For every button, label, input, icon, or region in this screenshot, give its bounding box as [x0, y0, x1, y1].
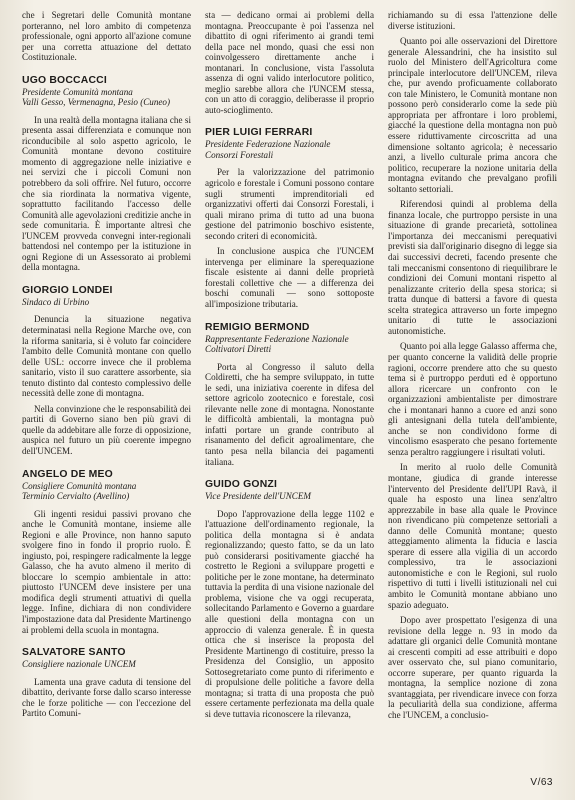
paragraph: Nella convinzione che le responsabilità dei partiti di Governo siano ben più gravi di quelle da addebitare alle forze di opposizione, auspica nel futuro un più coerente impegno dell'UNCEM.	[22, 403, 191, 456]
page-number: V/63	[530, 777, 553, 788]
speaker-role	[22, 481, 191, 502]
speaker-role	[205, 334, 374, 355]
paragraph: sta — dedicano ormai ai problemi della montagna. Preoccupante è poi l'assenza nel dibattito di ogni riferimento ai grandi temi della pace nel mondo, quasi che essi non coinvolgessero direttamente anche i montanari. In conclusione, vista l'assoluta assenza di ogni valido interlocutore politico, meglio sarebbe allora che l'UNCEM stessa, con un atto di coraggio, deliberasse il proprio auto-scioglimento.	[205, 10, 374, 115]
paragraph: che i Segretari delle Comunità montane porteranno, nel loro ambito di competenza professionale, ogni apporto all'azione comune per una corretta attuazione del dettato Costituzionale.	[22, 10, 191, 63]
paragraph: Dopo aver prospettato l'esigenza di una revisione della legge n. 93 in modo da adattare gli organici delle Comunità montane ai crescenti compiti ad esse attribuiti e dopo aver osservato che, sul piano comunitario, occorre superare, per quanto riguarda la montagna, la semplice nozione di zona svantaggiata, per rivendicare invece con forza la peculiarità della sua condizione, afferma che l'UNCEM, a conclusio-	[388, 615, 557, 720]
role-line: Presidente Federazione Nazionale	[205, 139, 331, 150]
speaker-name: ANGELO DE MEO	[22, 468, 113, 480]
speaker-role	[22, 297, 191, 308]
paragraph: Riferendosi quindi al problema della finanza locale, che purtroppo persiste in una situazione di grande precarietà, sottolinea l'importanza dei meccanismi perequativi previsti sia dall'originario disegno di legge sia dai successivi decreti, facendo presente che tali meccanismi consentono di riequilibrare le condizioni dei Comuni montani rispetto al penalizzante criterio della spesa storica; si tratta dunque di battersi a favore di questa scelta strategica attraverso un forte impegno unitario di tutte le associazioni autonomistiche.	[388, 199, 557, 336]
speaker-role	[22, 659, 191, 670]
speaker-name: UGO BOCCACCI	[22, 74, 107, 86]
text-columns	[22, 10, 557, 780]
role-line: Coltivatori Diretti	[205, 344, 272, 355]
speaker-role	[205, 491, 374, 502]
role-line: Presidente Comunità montana	[22, 86, 133, 97]
paragraph: Denuncia la situazione negativa determinatasi nella Regione Marche ove, con la riforma sanitaria, si è voluto far coincidere l'ambito delle Comunità montane con quello delle USL: occorre invece che il problema sanitario, visto il suo carattere assorbente, sia tenuto distinto dal contesto complessivo delle necessità delle zone di montagna.	[22, 314, 191, 399]
speaker-name: SALVATORE SANTO	[22, 647, 126, 659]
role-line: Vice Presidente dell'UNCEM	[205, 491, 311, 502]
role-line: Consigliere Comunità montana	[22, 480, 137, 491]
paragraph: Gli ingenti residui passivi provano che anche le Comunità montane, insieme alle Regioni e alle Province, non hanno saputo svolgere fino in fondo il proprio ruolo. È ingiusto, poi, respingere radicalmente la legge Galasso, che ha avuto almeno il merito di bloccare lo scempio ambientale in atto: piuttosto l'UNCEM deve insistere per una modifica degli strumenti attuativi di quella legge. Infine, dichiara di non condividere l'impostazione data dal Presidente Martinengo ai problemi della scuola in montagna.	[22, 508, 191, 635]
speaker-role	[205, 139, 374, 160]
paragraph: In merito al ruolo delle Comunità montane, giudica di grande interesse l'intervento del Presidente dell'UPI Ravà, il quale ha esposto una linea senz'altro apprezzabile in base alla quale le Province non rivendicano più competenze settoriali a danno delle Comunità montane; questo atteggiamento alimenta la fiducia e lascia sperare di essere alla vigilia di un accordo complessivo, tra le associazioni autonomistiche e con le Regioni, sul ruolo rispettivo di tutti i livelli istituzionali nel cui ambito le Comunità montane abbiano uno spazio adeguato.	[388, 462, 557, 610]
speaker-name: PIER LUIGI FERRARI	[205, 127, 313, 139]
paragraph: Dopo l'approvazione della legge 1102 e l'attuazione dell'ordinamento regionale, la politica della montagna si è andata regionalizzando; questo fatto, se da un lato può considerarsi positivamente giacché ha costretto le Regioni a sviluppare progetti e politiche per le zone montane, ha determinato tuttavia la perdita di una visione nazionale del problema, visione che va oggi recuperata, sollecitando Parlamento e Governo a guardare alle questioni della montagna con un approccio di valenza generale. È in questa ottica che si inserisce la proposta del Presidente Martinengo di costituire, presso la Presidenza del Consiglio, un apposito Sottosegretariato come punto di riferimento e di propulsione delle politiche a favore della montagna; si tratta di una proposta che può essere certamente perfezionata ma della quale si deve tuttavia riconoscere la rilevanza,	[205, 508, 374, 719]
column-3	[388, 10, 557, 780]
paragraph: richiamando su di essa l'attenzione delle diverse istituzioni.	[388, 10, 557, 31]
paragraph: Per la valorizzazione del patrimonio agricolo e forestale i Comuni possono contare sugli strumenti imprenditoriali ed organizzativi offerti dai Consorzi Forestali, i quali mirano prima di tutto ad una buona gestione del patrimonio boschivo esistente, secondo criteri di economicità.	[205, 167, 374, 241]
paragraph: Quanto poi alla legge Galasso afferma che, per quanto concerne la validità delle proprie ragioni, occorre prendere atto che su questo tema si è purtroppo perduti ed è opportuno allora ricercare un confronto con le organizzazioni ambientaliste per dimostrare che i montanari hanno a cuore ed anzi sono gli antesignani della tutela dell'ambiente, anche se non condividono forme di vincolismo esasperato che pesano fortemente senza peraltro raggiungere i risultati voluti.	[388, 341, 557, 457]
role-line: Valli Gesso, Vermenagna, Pesio (Cuneo)	[22, 97, 171, 108]
column-1	[22, 10, 191, 780]
paragraph: Porta al Congresso il saluto della Coldiretti, che ha sempre sviluppato, in tutte le sedi, una iniziativa coerente in difesa del settore agricolo zootecnico e forestale, così rilevante nelle zone di montagna. Nonostante le difficoltà ambientali, la montagna può infatti portare un grande contributo al risanamento del deficit agroalimentare, che tanto pesa nella bilancia dei pagamenti italiana.	[205, 361, 374, 467]
role-line: Sindaco di Urbino	[22, 296, 90, 307]
paragraph: Lamenta una grave caduta di tensione del dibattito, derivante forse dallo scarso interesse che le forze politiche — con l'eccezione del Partito Comuni-	[22, 676, 191, 719]
role-line: Rappresentante Federazione Nazionale	[205, 333, 349, 344]
speaker-name: REMIGIO BERMOND	[205, 321, 310, 333]
paragraph: In conclusione auspica che l'UNCEM intervenga per eliminare la sperequazione fiscale esistente ai danni delle proprietà forestali collettive che — a differenza dei boschi comunali — sono sottoposte all'imposizione tributaria.	[205, 246, 374, 310]
column-2	[205, 10, 374, 780]
speaker-name: GIORGIO LONDEI	[22, 284, 113, 296]
role-line: Consigliere nazionale UNCEM	[22, 659, 136, 670]
speaker-name: GUIDO GONZI	[205, 479, 278, 491]
speaker-role	[22, 87, 191, 108]
paragraph: Quanto poi alle osservazioni del Direttore generale Alessandrini, che ha insistito sul ruolo del Ministero dell'Agricoltura come principale interlocutore dell'UNCEM, rileva che, pur avendo proficuamente collaborato con tale Ministero, le Comunità montane non possono però considerarlo come la sede più appropriata per affrontare i loro problemi, giacché la questione della montagna non può essere riduttivamente circoscritta ad una dimensione soltanto agricola; è necessario anzi, a livello culturale prima ancora che politico, recuperare la nozione unitaria della montagna evitando che prevalgano profili soltanto settoriali.	[388, 36, 557, 194]
paragraph: In una realtà della montagna italiana che si presenta assai differenziata e comunque non riconducibile al solo aspetto agricolo, le Comunità montane devono costituire momento di aggregazione nelle iniziative e nei servizi che i piccoli Comuni non potrebbero da soli offrire. Nel futuro, occorre che sia riordinata la normativa vigente, soprattutto facilitando l'accesso delle Comunità alle agevolazioni creditizie anche in sede comunitaria. È importante altresì che l'UNCEM provveda convegni inter-regionali battendosi nel contempo per la istituzione in ogni Regione di un Assessorato ai problemi della montagna.	[22, 114, 191, 273]
role-line: Terminio Cervialto (Avellino)	[22, 491, 130, 502]
role-line: Consorzi Forestali	[205, 149, 274, 160]
